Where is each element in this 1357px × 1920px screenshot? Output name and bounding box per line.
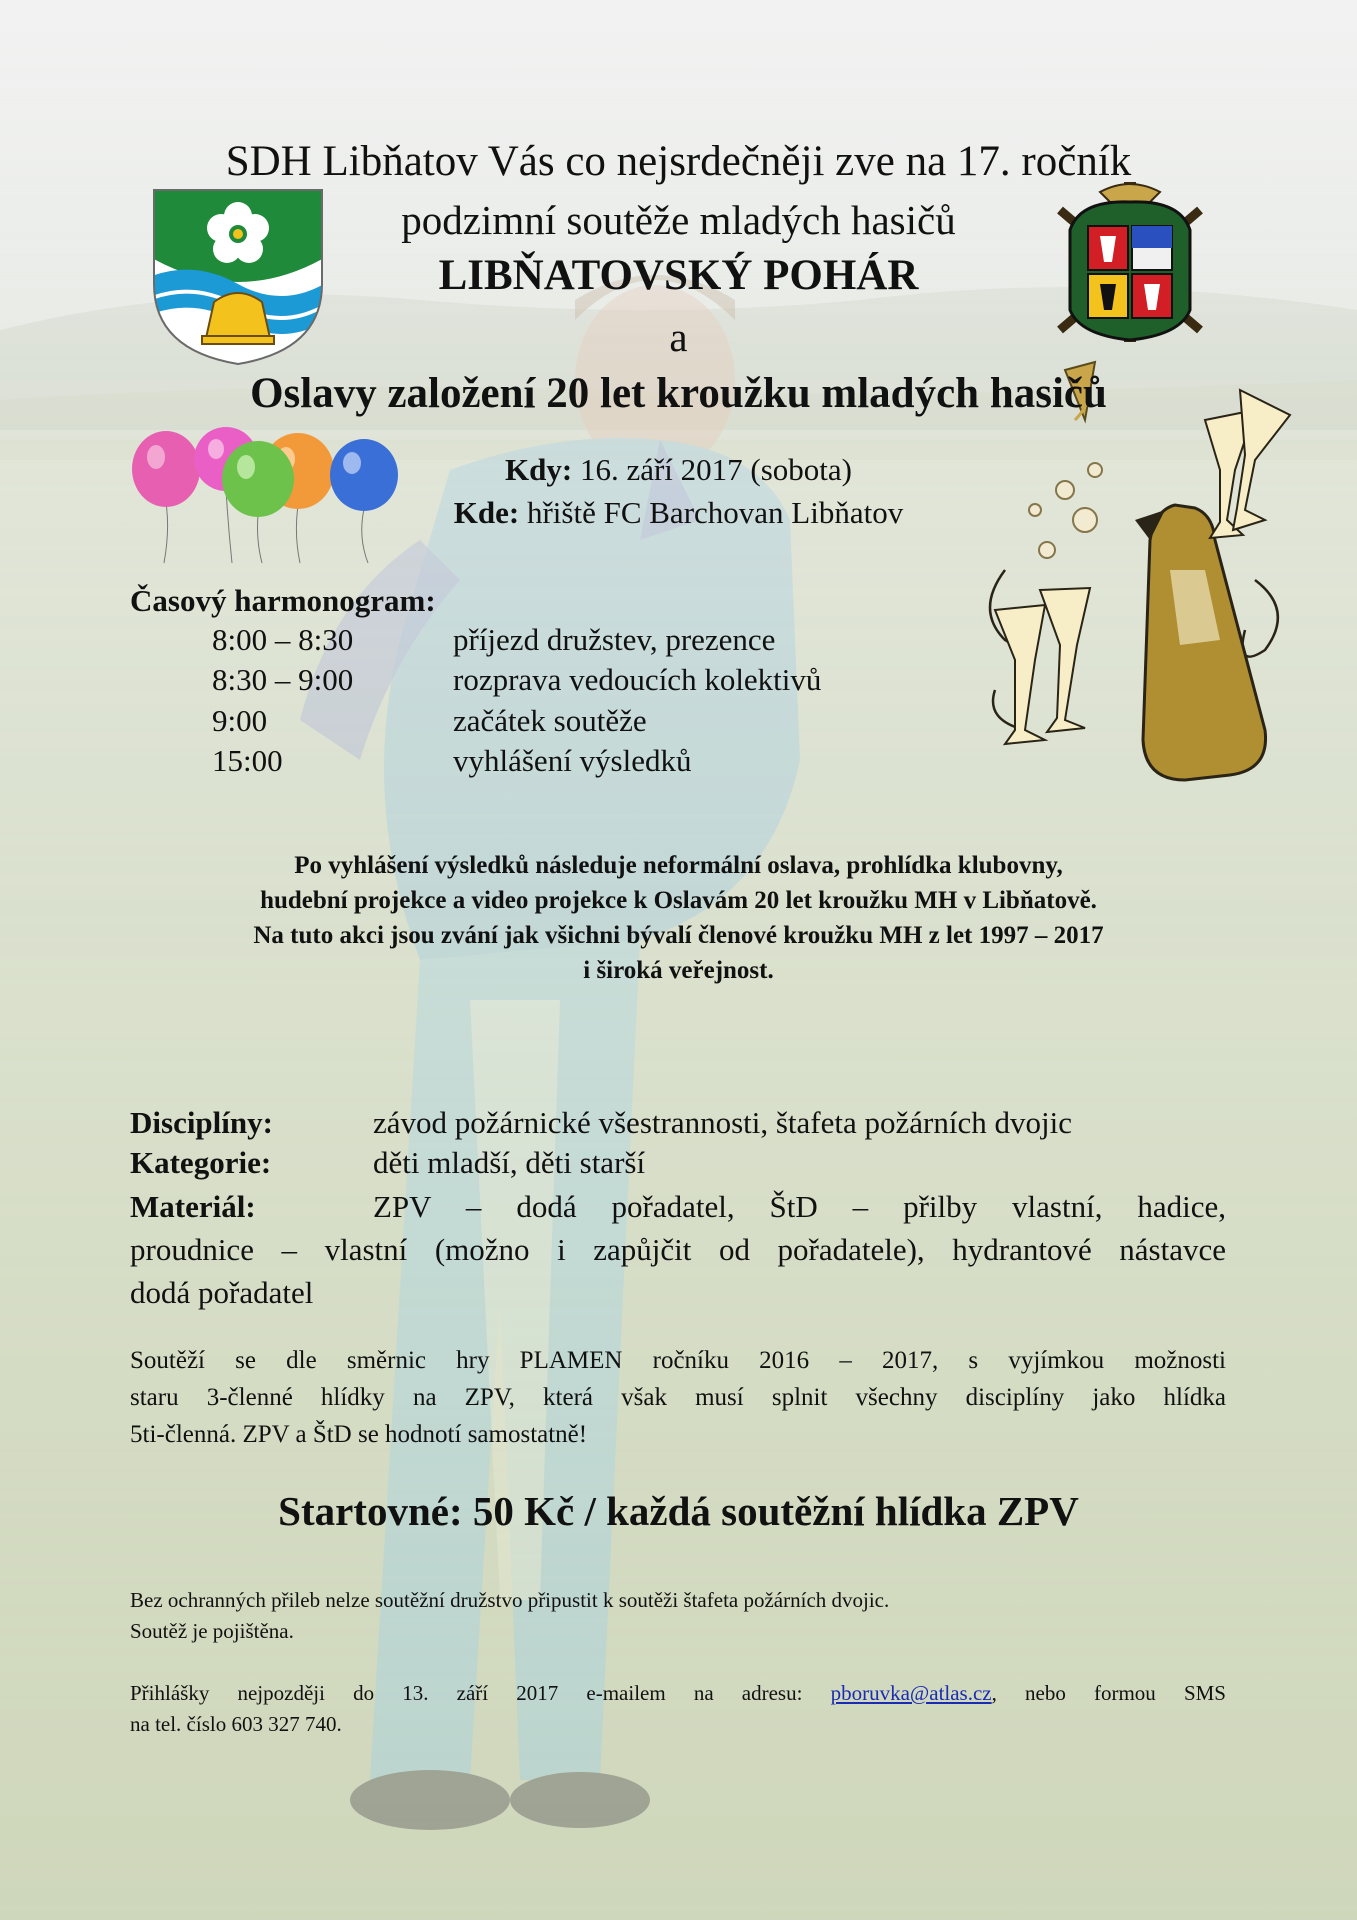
- schedule-activity: příjezd družstev, prezence: [453, 622, 776, 657]
- header-conjunction: a: [669, 314, 688, 360]
- disciplines-value: závod požárnické všestrannosti, štafeta požárních dvojic: [373, 1105, 1072, 1140]
- disciplines-label: Disciplíny:: [130, 1105, 273, 1140]
- rules-line: Soutěží se dle směrnic hry PLAMEN ročníku 2016 – 2017, s vyjímkou možnosti: [130, 1347, 1226, 1374]
- event-venue: [0, 495, 1357, 531]
- schedule-activity: rozprava vedoucích kolektivů: [453, 662, 822, 697]
- registration-line: [130, 1681, 1226, 1706]
- material-value-end: dodá pořadatel: [130, 1275, 314, 1310]
- celebration-line: Po vyhlášení výsledků následuje neformální oslava, prohlídka klubovny,: [294, 852, 1063, 879]
- event-title: LIBŇATOVSKÝ POHÁR: [438, 252, 919, 299]
- schedule-time: 8:30 – 9:00: [212, 662, 354, 697]
- where-label: Kde:: [453, 495, 520, 530]
- category-label: Kategorie:: [130, 1145, 272, 1180]
- event-subtitle: Oslavy založení 20 let kroužku mladých hasičů: [250, 370, 1107, 417]
- celebration-line: i široká veřejnost.: [583, 957, 774, 984]
- note-line: Bez ochranných přileb nelze soutěžní družstvo připustit k soutěži štafeta požárních dvojic.: [130, 1588, 890, 1612]
- schedule-time: 9:00: [212, 703, 268, 738]
- schedule-time: 15:00: [212, 743, 283, 778]
- material-value-continued: proudnice – vlastní (možno i zapůjčit od pořadatele), hydrantové nástavce: [130, 1232, 1226, 1267]
- registration-phone: na tel. číslo 603 327 740.: [130, 1712, 342, 1736]
- material-value: ZPV – dodá pořadatel, ŠtD – přilby vlastní, hadice,: [373, 1189, 1226, 1224]
- when-label: Kdy:: [505, 452, 573, 487]
- material-label: Materiál:: [130, 1189, 256, 1224]
- category-value: děti mladší, děti starší: [373, 1145, 646, 1180]
- rules-line: 5ti-členná. ZPV a ŠtD se hodnotí samostatně!: [130, 1421, 588, 1448]
- registration-text: Přihlášky nejpozději do 13. září 2017 e-mailem na adresu:: [130, 1681, 831, 1705]
- header-line-2: podzimní soutěže mladých hasičů: [401, 197, 956, 243]
- schedule-activity: vyhlášení výsledků: [453, 743, 692, 778]
- rules-line: staru 3-členné hlídky na ZPV, která však musí splnit všechny disciplíny jako hlídka: [130, 1384, 1226, 1411]
- note-line: Soutěž je pojištěna.: [130, 1619, 294, 1643]
- schedule-time: 8:00 – 8:30: [212, 622, 354, 657]
- registration-text: , nebo formou SMS: [991, 1681, 1226, 1705]
- celebration-line: hudební projekce a video projekce k Oslavám 20 let kroužku MH v Libňatově.: [260, 887, 1097, 914]
- celebration-line: Na tuto akci jsou zvání jak všichni bývalí členové kroužku MH z let 1997 – 2017: [253, 922, 1104, 949]
- where-value: hřiště FC Barchovan Libňatov: [519, 495, 904, 530]
- event-date: [0, 452, 1357, 488]
- when-value: 16. září 2017 (sobota): [572, 452, 852, 487]
- schedule-activity: začátek soutěže: [453, 703, 647, 738]
- entry-fee: Startovné: 50 Kč / každá soutěžní hlídka ZPV: [278, 1488, 1079, 1534]
- email-link[interactable]: pboruvka@atlas.cz: [830, 1681, 992, 1705]
- schedule-heading: Časový harmonogram:: [130, 583, 436, 618]
- header-line-1: SDH Libňatov Vás co nejsrdečněji zve na 17. ročník: [225, 138, 1132, 185]
